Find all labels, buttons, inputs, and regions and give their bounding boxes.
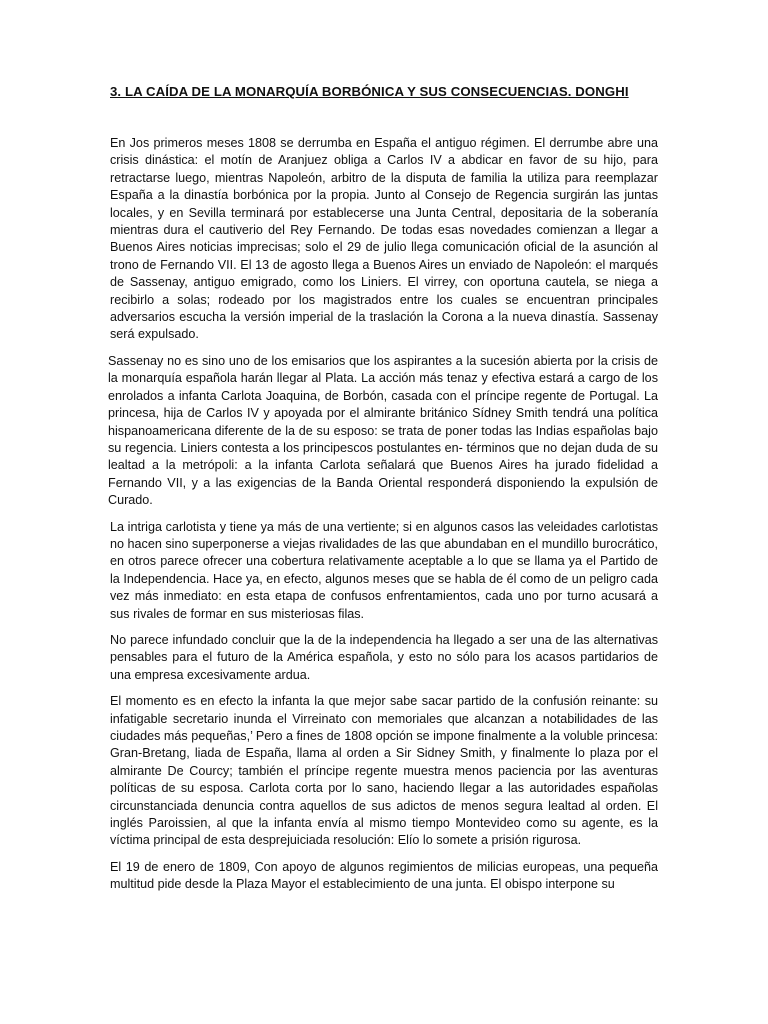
document-page: [110, 84, 658, 903]
paragraph-5: El momento es en efecto la infanta la que mejor sabe sacar partido de la confusión reinante: su infatigable secretario inunda el Virreinato con memoriales que alcanzan a notabilidades de las ciudades más pequeñas,’ Pero a fines de 1808 opción se impone finalmente a la voluble princesa: Gran-Bretang, liada de España, llama al orden a Sir Sidney Smith, y finalmente lo plaza por el almirante De Courcy; también el príncipe regente muestra menos paciencia por las aventuras políticas de su esposa. Carlota corta por lo sano, haciendo llegar a las autoridades españolas circunstanciada denuncia contra aquellos de sus adictos de menos segura lealtad al orden. El inglés Paroissien, al que la infanta envía al mismo tiempo Montevideo como su agente, es la víctima principal de esta desprejuiciada resolución: Elío lo somete a prisión rigurosa.: [110, 694, 658, 848]
paragraph-2: Sassenay no es sino uno de los emisarios que los aspirantes a la sucesión abierta por la crisis de la monarquía española harán llegar al Plata. La acción más tenaz y efectiva estará a cargo de los enrolados a infanta Carlota Joaquina, de Borbón, casada con el príncipe regente de Portugal. La princesa, hija de Carlos IV y apoyada por el almirante británico Sídney Smith tendrá una política hispanoamericana diferente de la de su esposo: se trata de poner todas las Indias españolas bajo su regencia. Liniers contesta a los principescos postulantes en- términos que no dejan duda de su lealtad a la metrópoli: a la infanta Carlota señalará que Buenos Aires ha jurado fidelidad a Fernando VII, y a las exigencias de la Banda Oriental responderá disponiendo la expulsión de Curado.: [108, 353, 658, 508]
paragraph-6: El 19 de enero de 1809, Con apoyo de algunos regimientos de milicias europeas, una pequeña multitud pide desde la Plaza Mayor el establecimiento de una junta. El obispo interpone su: [110, 859, 658, 892]
paragraph-3: La intriga carlotista y tiene ya más de una vertiente; si en algunos casos las veleidades carlotistas no hacen sino superponerse a viejas rivalidades de las que abundaban en el mundillo burocrático, en otros parece ofrecer una cobertura relativamente aceptable a lo que se llama ya el Partido de la Independencia. Hace ya, en efecto, algunos meses que se habla de él como de un peligro cada vez más inmediato: en esta etapa de confusos enfrentamientos, cada uno por turno acusará a sus rivales de formar en sus misteriosas filas.: [110, 519, 658, 621]
paragraph-4: No parece infundado concluir que la de la independencia ha llegado a ser una de las alternativas pensables para el futuro de la América española, y esto no sólo para los acasos partidarios de una empresa excesivamente ardua.: [110, 632, 658, 682]
document-title: 3. LA CAÍDA DE LA MONARQUÍA BORBÓNICA Y SUS CONSECUENCIAS. DONGHI: [110, 84, 629, 99]
paragraph-1: En Jos primeros meses 1808 se derrumba en España el antiguo régimen. El derrumbe abre una crisis dinástica: el motín de Aranjuez obliga a Carlos IV a abdicar en favor de su hijo, para retractarse luego, mientras Napoleón, arbitro de la disputa de familia la utiliza para reemplazar España a la dinastía borbónica por la propia. Junto al Consejo de Regencia surgirán las juntas locales, y en Sevilla terminará por establecerse una Junta Central, depositaria de la soberanía mientras dura el cautiverio del Rey Fernando. De todas esas novedades comienzan a llegar a Buenos Aires noticias imprecisas; solo el 29 de julio llega comunicación oficial de la asunción al trono de Fernando VII. El 13 de agosto llega a Buenos Aires un enviado de Napoleón: el marqués de Sassenay, antiguo emigrado, como los Liniers. El virrey, con oportuna cautela, se niega a recibirlo a solas; rodeado por los magistrados entre los cuales se encuentran principales adversarios escucha la versión imperial de la traslación la Corona a la nueva dinastía. Sassenay será expulsado.: [110, 136, 658, 342]
